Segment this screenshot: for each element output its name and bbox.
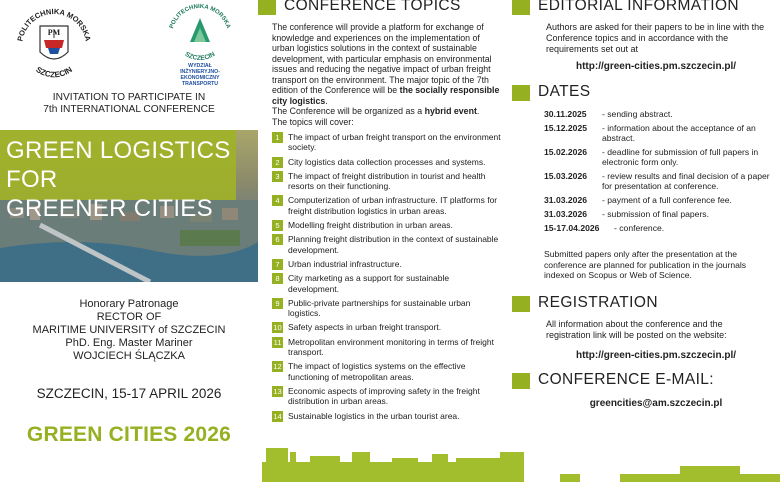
section-marker: [512, 373, 530, 389]
honorary-patronage: [0, 298, 258, 363]
title-box: [0, 130, 236, 222]
topic-item: [272, 234, 502, 255]
place-date: SZCZECIN, 15-17 APRIL 2026: [36, 386, 222, 401]
brand-title: GREEN CITIES 2026: [26, 423, 232, 446]
patron-line-3: MARITIME UNIVERSITY of SZCZECIN: [32, 324, 226, 336]
topic-text: City marketing as a support for sustainable development.: [288, 273, 450, 294]
registration-header: [512, 294, 780, 312]
logo2-bottom-text: SZCZECIN: [183, 50, 217, 62]
date-item: [544, 123, 770, 144]
topic-text: Public-private partnerships for sustainable urban logistics.: [288, 297, 471, 319]
topic-text: Economic aspects of improving safety in the freight distribution in urban areas.: [288, 385, 480, 407]
topic-number: 9: [272, 298, 283, 309]
date-value: 15.12.2025: [544, 122, 588, 133]
topic-number: 8: [272, 273, 283, 284]
email-heading: CONFERENCE E-MAIL:: [538, 371, 714, 389]
topics-column: [258, 0, 512, 482]
title-line-1: GREEN LOGISTICS FOR: [6, 137, 231, 193]
topic-number: 5: [272, 220, 283, 231]
topic-item: [272, 411, 502, 421]
logo2-caption: WYDZIAŁ INŻYNIERYJNO-EKONOMICZNY TRANSPORTU: [180, 63, 220, 87]
topic-text: Sustainable logistics in the urban tourist area.: [288, 410, 460, 421]
logo1-initials: PM: [47, 28, 61, 37]
topic-number: 13: [273, 386, 282, 396]
topic-item: [272, 361, 502, 382]
editorial-header: [512, 0, 780, 15]
section-marker: [512, 85, 530, 101]
editorial-text: Authors are asked for their papers to be in line with the Conference topics and in accordance with the requirements set out at: [546, 22, 765, 54]
dates-note: Submitted papers only after the presentation at the conference are planned for publication in the journals indexed on Scopus or Web of Science.: [544, 249, 747, 281]
date-value: 31.03.2026: [544, 208, 588, 219]
city-photo-banner: [0, 130, 258, 282]
topics-intro: [272, 22, 502, 106]
topic-item: [272, 132, 502, 153]
logo1-top-text: POLITECHNIKA MORSKA: [15, 6, 93, 43]
hybrid-bold: hybrid event: [424, 106, 477, 116]
email-address[interactable]: greencities@am.szczecin.pl: [589, 398, 723, 410]
topics-heading: CONFERENCE TOPICS: [284, 0, 461, 14]
topics-hybrid: [272, 106, 502, 117]
date-value: 15-17.04.2026: [544, 222, 600, 233]
editorial-link[interactable]: http://green-cities.pm.szczecin.pl/: [575, 61, 737, 72]
topic-text: Computerization of urban infrastructure. IT platforms for freight distribution logistics in urban areas.: [288, 195, 498, 216]
dates-header: [512, 83, 780, 101]
date-description: - conference.: [614, 222, 665, 233]
topics-cover: The topics will cover:: [272, 116, 354, 127]
date-description: - information about the acceptance of an abstract.: [602, 122, 756, 144]
topic-text: Modelling freight distribution in urban areas.: [288, 220, 453, 231]
topic-number: 7: [272, 259, 283, 270]
date-item: [544, 209, 770, 219]
topic-text: The impact of freight distribution in tourist and health resorts on their functioning.: [288, 170, 486, 192]
patron-line-5: WOJCIECH ŚLĄCZKA: [73, 350, 185, 362]
dates-heading: DATES: [538, 83, 591, 100]
hybrid-text: The Conference will be organized as a: [272, 106, 425, 116]
topic-number: 14: [273, 411, 282, 421]
invite-line-1: INVITATION TO PARTICIPATE IN: [52, 92, 206, 103]
topic-number: 3: [272, 171, 283, 182]
topic-item: [272, 171, 502, 192]
intro-end: .: [325, 95, 328, 106]
section-marker: [258, 0, 276, 15]
info-column: [512, 0, 780, 482]
date-value: 31.03.2026: [544, 195, 588, 206]
invitation-text: [0, 92, 258, 116]
editorial-heading: EDITORIAL INFORMATION: [538, 0, 740, 14]
topic-item: [272, 386, 502, 407]
date-description: - sending abstract.: [602, 109, 673, 119]
topic-number: 4: [272, 195, 283, 206]
topic-number: 6: [272, 234, 283, 245]
svg-text:SZCZECIN: [34, 65, 74, 79]
topic-item: [272, 220, 502, 230]
topic-text: Metropolitan environment monitoring in terms of freight transport.: [288, 336, 494, 358]
university-logo: [12, 2, 96, 88]
date-item: [544, 223, 770, 233]
logo2-top-text: POLITECHNIKA MORSKA: [169, 3, 231, 30]
topic-text: The impact of urban freight transport on the environment society.: [288, 132, 501, 153]
date-item: [544, 195, 770, 205]
date-description: - submission of final papers.: [602, 208, 709, 219]
topics-body: [258, 15, 512, 421]
registration-link[interactable]: http://green-cities.pm.szczecin.pl/: [575, 350, 737, 362]
conference-title: [6, 136, 236, 223]
title-line-2: GREENER CITIES: [6, 195, 213, 222]
email-header: [512, 371, 780, 389]
topic-text: Planning freight distribution in the context of sustainable development.: [288, 234, 499, 255]
topic-item: [272, 337, 502, 358]
intro-bold: the socially responsible city logistics: [272, 85, 500, 106]
patron-line-2: RECTOR OF: [96, 311, 162, 323]
date-item: [544, 109, 770, 119]
dates-list: [512, 101, 780, 233]
topic-item: [272, 259, 502, 269]
topic-text: Safety aspects in urban freight transport.: [288, 322, 442, 333]
logo1-bottom-text: SZCZECIN: [34, 64, 74, 80]
date-description: - payment of a full conference fee.: [602, 195, 732, 206]
topic-number: 11: [273, 337, 282, 347]
left-column: [0, 0, 258, 482]
topic-number: 12: [273, 362, 282, 372]
date-value: 15.02.2026: [544, 146, 588, 157]
registration-text: All information about the conference and the registration link will be posted on the website:: [546, 319, 727, 341]
topic-number: 1: [272, 132, 283, 143]
patron-line-1: Honorary Patronage: [79, 298, 179, 310]
topic-item: [272, 298, 502, 319]
invite-line-2: 7th INTERNATIONAL CONFERENCE: [43, 104, 215, 115]
topics-header: [258, 0, 512, 15]
topic-text: Urban industrial infrastructure.: [288, 258, 402, 269]
date-description: - deadline for submission of full papers in electronic form only.: [602, 146, 759, 168]
topic-item: [272, 273, 502, 294]
topic-text: City logistics data collection processes and systems.: [288, 156, 486, 167]
topic-text: The impact of logistics systems on the effective functioning of metropolitan areas.: [288, 361, 466, 382]
date-item: [544, 147, 770, 168]
topic-number: 10: [273, 323, 282, 333]
topic-item: [272, 195, 502, 216]
topic-item: [272, 157, 502, 167]
date-description: - review results and final decision of a paper for presentation at conference.: [602, 170, 770, 192]
date-value: 30.11.2025: [544, 109, 587, 119]
hybrid-end: .: [476, 106, 480, 116]
date-item: [544, 171, 770, 192]
logos-area: [0, 0, 258, 92]
topic-list: [272, 132, 502, 421]
svg-text:SZCZECIN: [184, 51, 217, 62]
topic-number: 2: [272, 157, 283, 168]
intro-text: The conference will provide a platform for exchange of knowledge and experiences on the implementation of urban logistics solutions in the context of sustainable development, with particular emphasis on environmental issues and reducing the negative impact of urban freight transport on the environment. The major topic of the 7th edition of the Conference will be: [272, 22, 492, 95]
registration-heading: REGISTRATION: [538, 294, 658, 312]
date-value: 15.03.2026: [544, 170, 588, 181]
patron-line-4: PhD. Eng. Master Mariner: [65, 337, 193, 349]
section-marker: [512, 296, 530, 312]
section-marker: [512, 0, 530, 15]
topic-item: [272, 322, 502, 332]
faculty-logo: [160, 0, 240, 86]
